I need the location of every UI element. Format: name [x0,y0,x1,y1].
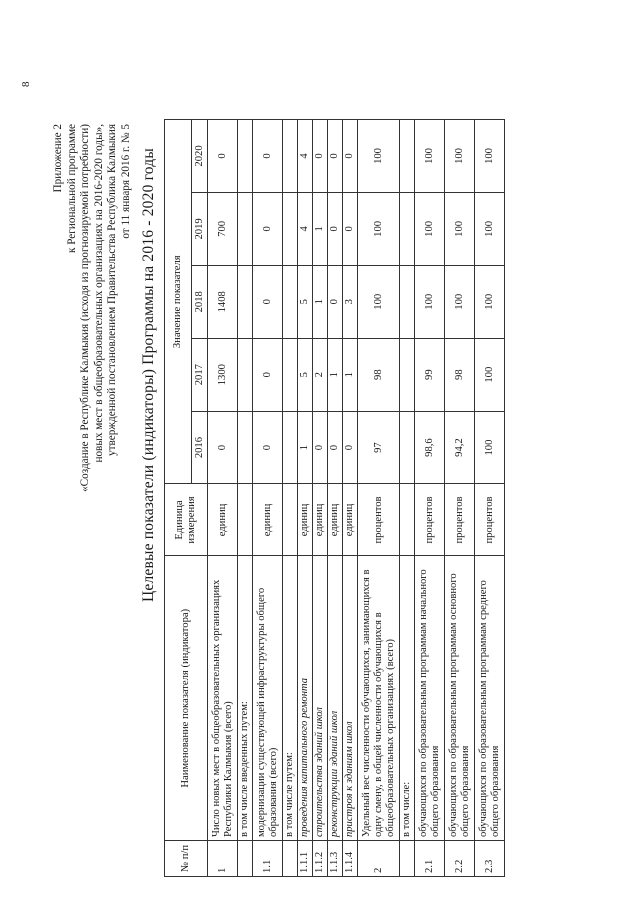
unit-cell [238,484,253,556]
table-body [208,120,505,877]
value-cell: 100 [475,192,505,265]
unit-cell: процентов [358,484,400,556]
value-cell: 0 [253,265,283,338]
table-row [343,120,358,877]
value-cell: 5 [298,338,313,411]
indicator-name: Число новых мест в общеобразовательных организациях Республики Калмыкия (всего) [208,556,238,841]
unit-cell: единиц [313,484,328,556]
header-year: 2016 [192,411,208,484]
row-number [400,841,415,877]
value-cell: 4 [298,120,313,193]
value-cell [283,338,298,411]
value-cell: 98 [358,338,400,411]
value-cell [283,411,298,484]
value-cell [238,411,253,484]
value-cell: 94,2 [445,411,475,484]
value-cell: 700 [208,192,238,265]
value-cell: 0 [208,120,238,193]
header-year: 2019 [192,192,208,265]
appendix-line: к Региональной программе [65,124,78,253]
value-cell [400,411,415,484]
header-name: Наименование показателя (индикатора) [165,556,208,841]
value-cell: 1 [328,338,343,411]
unit-cell: единиц [343,484,358,556]
indicators-table [164,119,505,877]
value-cell: 100 [445,120,475,193]
table-row [475,120,505,877]
value-cell: 100 [415,192,445,265]
indicator-name: строительства зданий школ [313,556,328,841]
value-cell: 100 [358,120,400,193]
value-cell: 0 [208,411,238,484]
unit-cell: процентов [415,484,445,556]
value-cell: 1 [313,192,328,265]
row-number: 1.1.2 [313,841,328,877]
value-cell [400,192,415,265]
value-cell: 2 [313,338,328,411]
value-cell: 0 [253,411,283,484]
row-number: 2 [358,841,400,877]
value-cell: 97 [358,411,400,484]
appendix-line: Приложение 2 [52,124,64,193]
table-row [238,120,253,877]
indicator-name: в том числе путем: [283,556,298,841]
value-cell: 0 [343,192,358,265]
appendix-header [52,124,134,684]
value-cell: 100 [415,265,445,338]
table-row [298,120,313,877]
value-cell [400,338,415,411]
value-cell [400,265,415,338]
value-cell: 0 [253,338,283,411]
value-cell: 100 [445,265,475,338]
table-row [328,120,343,877]
value-cell: 0 [328,192,343,265]
row-number [238,841,253,877]
value-cell: 1 [298,411,313,484]
value-cell: 100 [358,192,400,265]
table-row [253,120,283,877]
row-number: 1.1 [253,841,283,877]
table-row [313,120,328,877]
value-cell: 5 [298,265,313,338]
value-cell: 100 [358,265,400,338]
row-number: 2.1 [415,841,445,877]
row-number: 2.3 [475,841,505,877]
table-row [208,120,238,877]
value-cell: 100 [475,265,505,338]
indicator-name: проведения капитального ремонта [298,556,313,841]
row-number: 1 [208,841,238,877]
indicator-name: обучающихся по образовательным программам основного общего образования [445,556,475,841]
document-title: Целевые показатели (индикаторы) Программы на 2016 - 2020 годы [140,148,157,602]
value-cell: 0 [328,411,343,484]
value-cell: 0 [253,120,283,193]
value-cell: 100 [475,411,505,484]
table-row [415,120,445,877]
table-row [283,120,298,877]
unit-cell: процентов [475,484,505,556]
header-year: 2018 [192,265,208,338]
header-num: № п/п [165,841,208,877]
value-cell [238,265,253,338]
indicator-name: пристроя к зданиям школ [343,556,358,841]
header-year: 2020 [192,120,208,193]
value-cell [283,120,298,193]
value-cell [238,120,253,193]
value-cell: 4 [298,192,313,265]
value-cell: 0 [313,120,328,193]
unit-cell: процентов [445,484,475,556]
header-unit: Единица измерения [165,484,208,556]
unit-cell [400,484,415,556]
value-cell: 99 [415,338,445,411]
value-cell: 1300 [208,338,238,411]
row-number: 1.1.3 [328,841,343,877]
value-cell [400,120,415,193]
header-year: 2017 [192,338,208,411]
value-cell: 100 [475,338,505,411]
unit-cell: единиц [208,484,238,556]
value-cell [283,192,298,265]
value-cell: 1408 [208,265,238,338]
indicator-name: обучающихся по образовательным программам среднего общего образования [475,556,505,841]
header-values-group: Значение показателя [165,120,192,485]
unit-cell [283,484,298,556]
value-cell [238,338,253,411]
value-cell: 0 [328,265,343,338]
unit-cell: единиц [298,484,313,556]
page-number: 8 [20,81,32,87]
appendix-line: от 11 января 2016 г. № 5 [119,124,132,239]
value-cell: 0 [343,411,358,484]
value-cell: 1 [343,338,358,411]
row-number [283,841,298,877]
appendix-line: «Создание в Республике Калмыкия (исходя из прогнозируемой потребности) [79,124,92,492]
row-number: 2.2 [445,841,475,877]
value-cell: 98 [445,338,475,411]
value-cell: 100 [415,120,445,193]
value-cell [238,192,253,265]
appendix-line: новых мест в общеобразовательных организациях на 2016-2020 годы», [92,124,105,463]
row-number: 1.1.1 [298,841,313,877]
value-cell: 0 [253,192,283,265]
indicator-name: модернизации существующей инфраструктуры общего образования (всего) [253,556,283,841]
table-row [358,120,400,877]
unit-cell: единиц [328,484,343,556]
value-cell: 0 [343,120,358,193]
value-cell: 1 [313,265,328,338]
value-cell: 100 [445,192,475,265]
unit-cell: единиц [253,484,283,556]
indicator-name: обучающихся по образовательным программам начального общего образования [415,556,445,841]
value-cell: 0 [328,120,343,193]
value-cell [283,265,298,338]
value-cell: 0 [313,411,328,484]
table-row [445,120,475,877]
value-cell: 100 [475,120,505,193]
value-cell: 3 [343,265,358,338]
indicator-name: в том числе: [400,556,415,841]
appendix-line: утвержденной постановлением Правительства Республика Калмыкия [106,124,119,456]
value-cell: 98,6 [415,411,445,484]
indicator-name: реконструкции зданий школ [328,556,343,841]
indicator-name: в том числе введенных путем: [238,556,253,841]
indicator-name: Удельный вес численности обучающихся, занимающихся в одну смену, в общей численности обучающихся в общеобразовательных организациях (всего) [358,556,400,841]
table-row [400,120,415,877]
row-number: 1.1.4 [343,841,358,877]
